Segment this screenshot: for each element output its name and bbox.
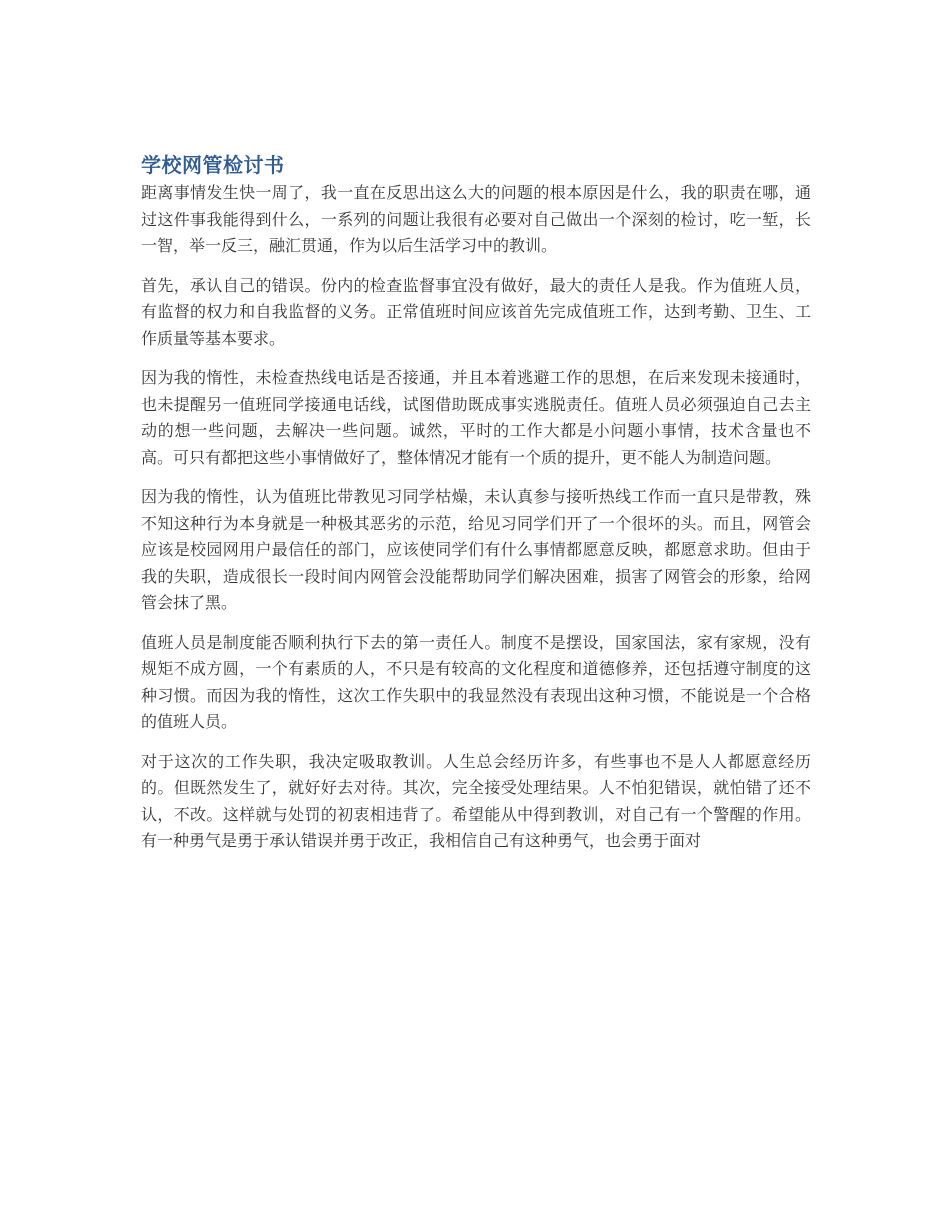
paragraph-4: 因为我的惰性，认为值班比带教见习同学枯燥，未认真参与接听热线工作而一直只是带教，殊不知这种行为本身就是一种极其恶劣的示范，给见习同学们开了一个很坏的头。而且，网管会应该是校园网用户最信任的部门，应该使同学们有什么事情都愿意反映，都愿意求助。但由于我的失职，造成很长一段时间内网管会没能帮助同学们解决困难，损害了网管会的形象，给网管会抹了黑。 [141, 487, 811, 612]
paragraph-1: 距离事情发生快一周了，我一直在反思出这么大的问题的根本原因是什么，我的职责在哪，通过这件事我能得到什么，一系列的问题让我很有必要对自己做出一个深刻的检讨，吃一堑，长一智，举一反三，融汇贯通，作为以后生活学习中的教训。 [141, 183, 811, 255]
document-content [141, 150, 811, 868]
paragraph-2: 首先，承认自己的错误。份内的检查监督事宜没有做好，最大的责任人是我。作为值班人员，有监督的权力和自我监督的义务。正常值班时间应该首先完成值班工作，达到考勤、卫生、工作质量等基本要求。 [141, 275, 811, 348]
paragraph-3: 因为我的惰性，未检查热线电话是否接通，并且本着逃避工作的思想，在后来发现未接通时，也未提醒另一值班同学接通电话线，试图借助既成事实逃脱责任。值班人员必须强迫自己去主动的想一些问题，去解决一些问题。诚然，平时的工作大都是小问题小事情，技术含量也不高。可只有都把这些小事情做好了，整体情况才能有一个质的提升，更不能人为制造问题。 [141, 368, 811, 467]
document-title: 学校网管检讨书 [141, 153, 285, 177]
paragraph-5: 值班人员是制度能否顺利执行下去的第一责任人。制度不是摆设，国家国法，家有家规，没有规矩不成方圆，一个有素质的人，不只是有较高的文化程度和道德修养，还包括遵守制度的这种习惯。而因为我的惰性，这次工作失职中的我显然没有表现出这种习惯，不能说是一个合格的值班人员。 [141, 632, 811, 731]
paragraph-6: 对于这次的工作失职，我决定吸取教训。人生总会经历许多，有些事也不是人人都愿意经历的。但既然发生了，就好好去对待。其次，完全接受处理结果。人不怕犯错误，就怕错了还不认，不改。这样就与处罚的初衷相违背了。希望能从中得到教训，对自己有一个警醒的作用。有一种勇气是勇于承认错误并勇于改正，我相信自己有这种勇气，也会勇于面对 [141, 751, 811, 850]
